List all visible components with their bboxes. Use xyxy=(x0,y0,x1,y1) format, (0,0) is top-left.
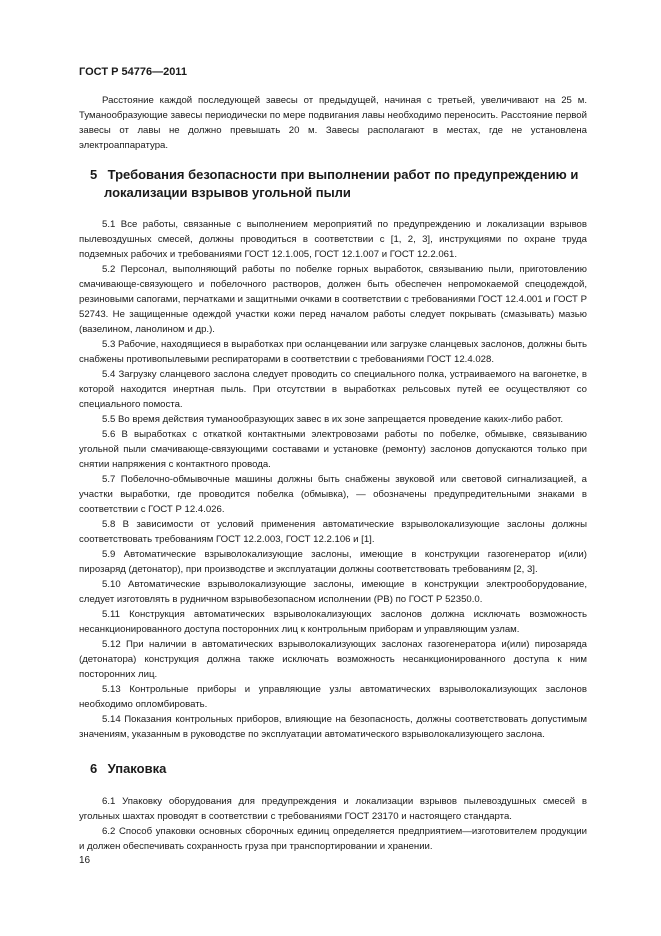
section-5-heading xyxy=(79,166,587,202)
paragraph-6-2: 6.2 Способ упаковки основных сборочных единиц определяется предприятием—изготовителем продукции и должен обеспечивать сохранность груза при транспортировании и хранении. xyxy=(79,826,587,852)
paragraph-5-6: 5.6 В выработках с откаткой контактными электровозами работы по побелке, обмывке, связыванию угольной пыли смачивающе-связующими составами и установке (ремонту) заслонов допускаются только при снятии напряжения с контактного провода. xyxy=(79,429,587,470)
paragraph-5-5: 5.5 Во время действия туманообразующих завес в их зоне запрещается проведение каких-либо работ. xyxy=(102,414,563,425)
paragraph-5-10: 5.10 Автоматические взрыволокализующие заслоны, имеющие в конструкции электрооборудование, следует изготовлять в рудничном взрывобезопасном исполнении (РВ) по ГОСТ Р 52350.0. xyxy=(79,579,587,605)
paragraph-5-12: 5.12 При наличии в автоматических взрыволокализующих заслонах газогенератора и(или) пирозаряда (детонатора) конструкция должна также исключать возможность несанкционированного доступа к ним посторонних лиц. xyxy=(79,639,587,680)
paragraph-5-9: 5.9 Автоматические взрыволокализующие заслоны, имеющие в конструкции газогенератор и(или) пирозаряд (детонатор), при производстве и эксплуатации должны соответствовать требованиям [2, 3]. xyxy=(79,549,587,575)
section-5-title: Требования безопасности при выполнении работ по предупреждению и локализации взрывов угольной пыли xyxy=(104,167,579,200)
page-content xyxy=(79,93,587,854)
section-5-number: 5 xyxy=(90,167,98,182)
section-6-title: Упаковка xyxy=(107,761,167,776)
paragraph-5-2: 5.2 Персонал, выполняющий работы по побелке горных выработок, связыванию пыли, приготовлению смачивающе-связующего и побелочного растворов, должен быть обеспечен непромокаемой спецодеждой, резиновыми сапогами, перчатками и защитными очками в соответствии с требованиями ГОСТ 12.4.001 и ГОСТ Р 52743. Не защищенные одеждой участки кожи перед началом работы следует покрывать (смазывать) мазью (вазелином, ланолином и др.). xyxy=(79,264,587,335)
paragraph-5-13: 5.13 Контрольные приборы и управляющие узлы автоматических взрыволокализующих заслонов необходимо опломбировать. xyxy=(79,684,587,710)
intro-paragraph: Расстояние каждой последующей завесы от предыдущей, начиная с третьей, увеличивают на 25 м. Туманообразующие завесы периодически по мере подвигания лавы необходимо переносить. Расстояние первой завесы от лавы не должно превышать 20 м. Завесы располагают в местах, где не установлена электроаппаратура. xyxy=(79,95,587,151)
section-6-heading xyxy=(79,760,587,778)
paragraph-5-7: 5.7 Побелочно-обмывочные машины должны быть снабжены звуковой или световой сигнализацией, а участки выработки, где проводится побелка (обмывка), — обозначены предупредительными знаками в соответствии с ГОСТ Р 12.4.026. xyxy=(79,474,587,515)
paragraph-5-14: 5.14 Показания контрольных приборов, влияющие на безопасность, должны соответствовать допустимым значениям, указанным в руководстве по эксплуатации автоматического взрыволокализующего заслона. xyxy=(79,714,587,740)
paragraph-5-4: 5.4 Загрузку сланцевого заслона следует проводить со специального полка, устраиваемого на вагонетке, в которой находится инертная пыль. При отсутствии в выработках рельсовых путей ее осуществляют со специального помоста. xyxy=(79,369,587,410)
paragraph-5-11: 5.11 Конструкция автоматических взрыволокализующих заслонов должна исключать возможность несанкционированного доступа посторонних лиц к контрольным приборам и управляющим узлам. xyxy=(79,609,587,635)
page-number: 16 xyxy=(79,855,91,866)
paragraph-5-1: 5.1 Все работы, связанные с выполнением мероприятий по предупреждению и локализации взрывов пылевоздушных смесей, должны проводиться в соответствии с [1, 2, 3], инструкциями по охране труда подземных рабочих и требованиями ГОСТ 12.1.005, ГОСТ 12.1.007 и ГОСТ 12.2.061. xyxy=(79,219,587,260)
section-6-number: 6 xyxy=(90,761,98,776)
paragraph-6-1: 6.1 Упаковку оборудования для предупреждения и локализации взрывов пылевоздушных смесей в угольных шахтах проводят в соответствии с требованиями ГОСТ 23170 и настоящего стандарта. xyxy=(79,796,587,822)
document-header: ГОСТ Р 54776—2011 xyxy=(79,66,187,78)
paragraph-5-8: 5.8 В зависимости от условий применения автоматические взрыволокализующие заслоны должны соответствовать требованиям ГОСТ 12.2.003, ГОСТ 12.2.106 и [1]. xyxy=(79,519,587,545)
paragraph-5-3: 5.3 Рабочие, находящиеся в выработках при осланцевании или загрузке сланцевых заслонов, должны быть снабжены противопылевыми респираторами в соответствии с требованиями ГОСТ 12.4.028. xyxy=(79,339,588,365)
